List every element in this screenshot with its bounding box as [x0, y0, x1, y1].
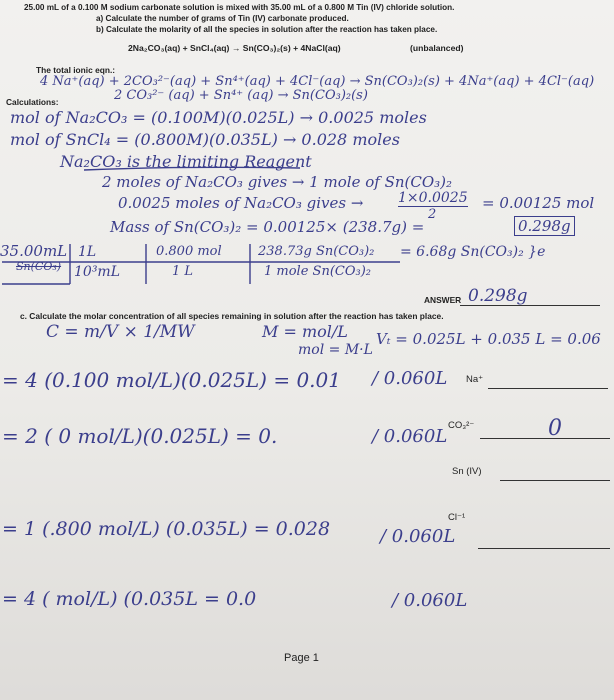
last-calculation: = 4 ( mol/L) (0.035L = 0.0: [2, 588, 257, 610]
na-volume: / 0.060L: [372, 368, 448, 389]
cl-volume: / 0.060L: [380, 526, 456, 547]
co3-species-label: CO₃²⁻: [448, 420, 475, 431]
fraction-denominator: 2: [428, 207, 437, 222]
moles-sncl4: mol of SnCl₄ = (0.800M)(0.035L) → 0.028 moles: [10, 130, 400, 149]
na-calculation: = 4 (0.100 mol/L)(0.025L) = 0.01: [2, 368, 341, 392]
limiting-underline: [84, 167, 300, 170]
grid-volume: 35.00mL: [0, 242, 68, 260]
answer-label: ANSWER: [424, 295, 462, 305]
mass-calculation: Mass of Sn(CO₃)₂ = 0.00125× (238.7g) =: [110, 218, 425, 236]
moles-product-result: = 0.00125 mol: [482, 194, 595, 212]
reaction-equation: 2Na₂CO₃(aq) + SnCl₄(aq) → Sn(CO₃)₂(s) + 4NaCl(aq): [128, 43, 341, 53]
grid-molarity: 0.800 mol: [156, 244, 222, 259]
cl-species-label: Cl⁻¹: [448, 512, 466, 523]
part-a-question: a) Calculate the number of grams of Tin (IV) carbonate produced.: [96, 14, 349, 23]
grid-per-liter: 1 L: [172, 264, 194, 279]
part-b-question: b) Calculate the molarity of all the species in solution after the reaction has taken place.: [96, 25, 438, 34]
mass-boxed-answer: 0.298g: [514, 216, 575, 236]
last-volume: / 0.060L: [392, 590, 468, 611]
net-ionic-equation: 2 CO₃²⁻ (aq) + Sn⁴⁺ (aq) → Sn(CO₃)₂(s): [114, 88, 368, 103]
co3-calculation: = 2 ( 0 mol/L)(0.025L) = 0.: [2, 424, 278, 448]
cl-calculation: = 1 (.800 mol/L) (0.035L) = 0.028: [2, 518, 331, 540]
moles-product-line: 0.0025 moles of Na₂CO₃ gives →: [118, 194, 364, 212]
grid-ml-conversion: 10³mL: [74, 264, 120, 280]
grid-mole-unit: 1 mole Sn(CO₃)₂: [264, 264, 371, 279]
calculations-label: Calculations:: [6, 97, 59, 107]
co3-answer: 0: [548, 416, 562, 441]
grid-molar-mass: 238.73g Sn(CO₃)₂: [258, 244, 375, 259]
total-ionic-label: The total ionic eqn.:: [36, 65, 116, 75]
grid-liter: 1L: [78, 244, 97, 260]
na-species-label: Na⁺: [466, 374, 484, 385]
mole-ratio: 2 moles of Na₂CO₃ gives → 1 mole of Sn(CO₃)₂: [102, 173, 453, 191]
moles-na2co3: mol of Na₂CO₃ = (0.100M)(0.025L) → 0.0025 moles: [10, 108, 427, 127]
total-ionic-equation: 4 Na⁺(aq) + 2CO₃²⁻(aq) + Sn⁴⁺(aq) + 4Cl⁻(aq) → Sn(CO₃)₂(s) + 4Na⁺(aq) + 4Cl⁻(aq): [40, 74, 595, 89]
limiting-reagent: Na₂CO₃ is the limiting Reagent: [60, 152, 312, 171]
answer-value: 0.298g: [468, 286, 528, 306]
total-volume: Vₜ = 0.025L + 0.035 L = 0.06: [376, 330, 601, 348]
grid-species: Sn(CO₃): [16, 260, 62, 273]
part-c-question: c. Calculate the molar concentration of all species remaining in solution after the reaction has taken place.: [20, 311, 444, 321]
moles-formula: mol = M·L: [298, 342, 373, 358]
co3-volume: / 0.060L: [372, 426, 448, 447]
molarity-formula: M = mol/L: [262, 322, 348, 341]
problem-statement: 25.00 mL of a 0.100 M sodium carbonate solution is mixed with 35.00 mL of a 0.800 M Tin (IV) chloride solution.: [24, 3, 455, 12]
sn-species-label: Sn (IV): [452, 466, 482, 477]
fraction-numerator: 1×0.0025: [398, 190, 468, 206]
page-number: Page 1: [284, 652, 319, 664]
grid-result: = 6.68g Sn(CO₃)₂ }e: [400, 244, 546, 260]
concentration-formula: C = m/V × 1/MW: [46, 322, 195, 342]
unbalanced-note: (unbalanced): [410, 43, 464, 53]
